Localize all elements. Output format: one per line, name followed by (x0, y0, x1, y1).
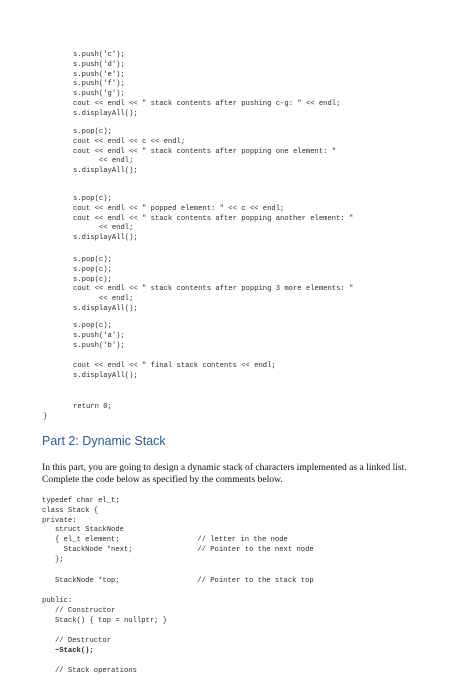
code-block-pop-another: s.pop(c); cout << endl << " popped element: " << c << endl; cout << endl << " stack contents after popping another element: " << endl; s.displayAll(); (73, 195, 354, 243)
code-destructor-declaration: ~Stack(); (42, 647, 94, 655)
code-block-pop-push-ab: s.pop(c); s.push('a'); s.push('b'); (73, 322, 125, 350)
section-heading-part-2: Part 2: Dynamic Stack (42, 434, 166, 448)
code-block-push-c-g: s.push('c'); s.push('d'); s.push('e'); s.push('f'); s.push('g'); cout << endl << " stack contents after pushing c-g: " << endl; s.displayAll(); (73, 51, 341, 118)
code-block-public-constructor: public: // Constructor Stack() { top = nullptr; } (42, 597, 168, 625)
code-comment-destructor: // Destructor (42, 637, 112, 645)
code-comment-stack-operations: // Stack operations (42, 667, 137, 675)
code-block-pop-three: s.pop(c); s.pop(c); s.pop(c); cout << endl << " stack contents after popping 3 more elements: " << endl; s.displayAll(); (73, 256, 354, 313)
code-block-class-private: typedef char el_t; class Stack { private: struct StackNode { el_t element; // letter in the node StackNode *next; // Pointer to the next node }; (42, 497, 314, 564)
code-block-return: return 0; (73, 403, 112, 411)
instructions-paragraph: In this part, you are going to design a dynamic stack of characters implemented as a linked list. Complete the code below as specified by the comments below. (42, 462, 407, 485)
code-close-brace: } (43, 413, 48, 421)
code-block-pop-one: s.pop(c); cout << endl << c << endl; cout << endl << " stack contents after popping one element: " << endl; s.displayAll(); (73, 128, 337, 176)
code-line-top-pointer: StackNode *top; // Pointer to the stack top (42, 577, 314, 585)
code-block-final-display: cout << endl << " final stack contents << endl; s.displayAll(); (73, 362, 276, 380)
